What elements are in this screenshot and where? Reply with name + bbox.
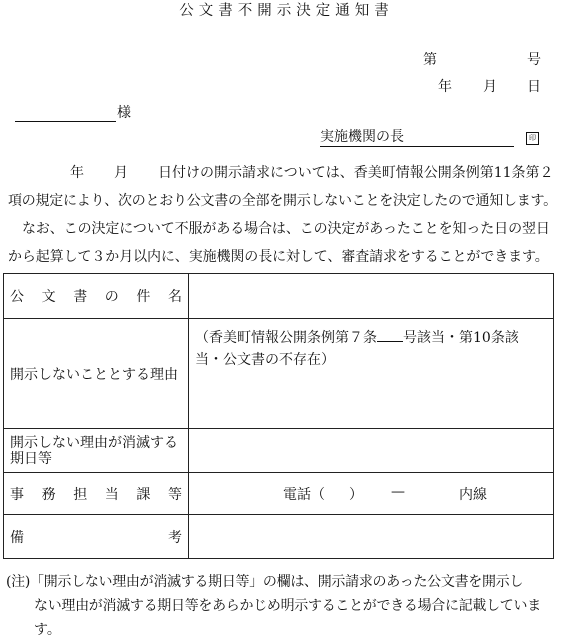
table-row: [4, 515, 554, 559]
footnote-line1: (注)「開示しない理由が消滅する期日等」の欄は、開示請求のあった公文書を開示し: [6, 574, 524, 590]
phone-dash: —: [391, 483, 405, 500]
subject-label: [4, 274, 189, 319]
agency-head-label: 実施機関の長: [320, 129, 404, 145]
label-char: 件: [136, 289, 151, 305]
label-char: 書: [73, 289, 88, 305]
number-dai: 第: [423, 52, 437, 68]
details-table: [3, 273, 554, 559]
label-char: 当: [104, 486, 119, 503]
office-label: [4, 473, 189, 515]
reason-value[interactable]: [189, 319, 554, 429]
office-value[interactable]: [189, 473, 554, 515]
expiry-value[interactable]: [189, 429, 554, 473]
table-row: [4, 319, 554, 429]
label-char: 課: [136, 486, 151, 503]
seal-mark: [526, 131, 539, 145]
table-row: [4, 473, 554, 515]
label-char: の: [104, 289, 119, 305]
extension-label: 内線: [459, 486, 487, 503]
remarks-label: [4, 515, 189, 559]
label-char: 公: [10, 289, 24, 305]
footnote-line3: す。: [34, 622, 61, 638]
document-title: 公文書不開示決定通知書: [179, 3, 394, 19]
reason-label: 開示しないこととする理由: [4, 319, 189, 429]
label-char: 務: [41, 486, 56, 503]
body-month: 月: [114, 165, 128, 181]
label-char: 担: [73, 486, 88, 503]
body-line3: なお、この決定について不服がある場合は、この決定があったことを知った日の翌日: [22, 221, 550, 237]
label-char: 文: [41, 289, 56, 305]
body-line1: 日付けの開示請求については、香美町情報公開条例第11条第２: [158, 165, 554, 181]
phone-label: 電話（: [283, 486, 325, 503]
label-char: 備: [10, 529, 24, 546]
phone-paren-close: ）: [349, 486, 363, 503]
body-text: [8, 159, 568, 271]
reason-text-c: 当・公文書の不存在）: [195, 352, 335, 368]
expiry-label-line1: 開示しない理由が消滅する: [10, 434, 178, 451]
reason-text-a: （香美町情報公開条例第７条: [195, 330, 377, 346]
number-go: 号: [527, 52, 541, 68]
date-month: 月: [483, 79, 497, 95]
label-char: 名: [167, 289, 182, 305]
addressee-line: [15, 106, 116, 122]
reason-text-b: 号該当・第10条該: [403, 330, 519, 346]
article-number-blank[interactable]: [377, 329, 403, 342]
body-year: 年: [70, 165, 84, 181]
subject-value[interactable]: [189, 274, 554, 319]
table-row: [4, 429, 554, 473]
expiry-label: [4, 429, 189, 473]
body-line4: から起算して３か月以内に、実施機関の長に対して、審査請求をすることができます。: [8, 249, 549, 265]
body-line2: 項の規定により、次のとおり公文書の全部を開示しないことを決定したので通知します。: [8, 193, 557, 209]
date-year: 年: [438, 79, 452, 95]
date-day: 日: [527, 79, 541, 95]
remarks-value[interactable]: [189, 515, 554, 559]
table-row: [4, 274, 554, 319]
footnote-line2: ない理由が消滅する期日等をあらかじめ明示することができる場合に記載していま: [34, 598, 541, 614]
label-char: 考: [168, 529, 182, 546]
expiry-label-line2: 期日等: [10, 450, 52, 467]
footnote: [6, 570, 571, 642]
addressee-sama: 様: [117, 105, 131, 121]
seal-icon: 印: [526, 132, 539, 145]
agency-head-line: [320, 130, 514, 147]
label-char: 等: [167, 486, 182, 503]
label-char: 事: [10, 486, 24, 503]
